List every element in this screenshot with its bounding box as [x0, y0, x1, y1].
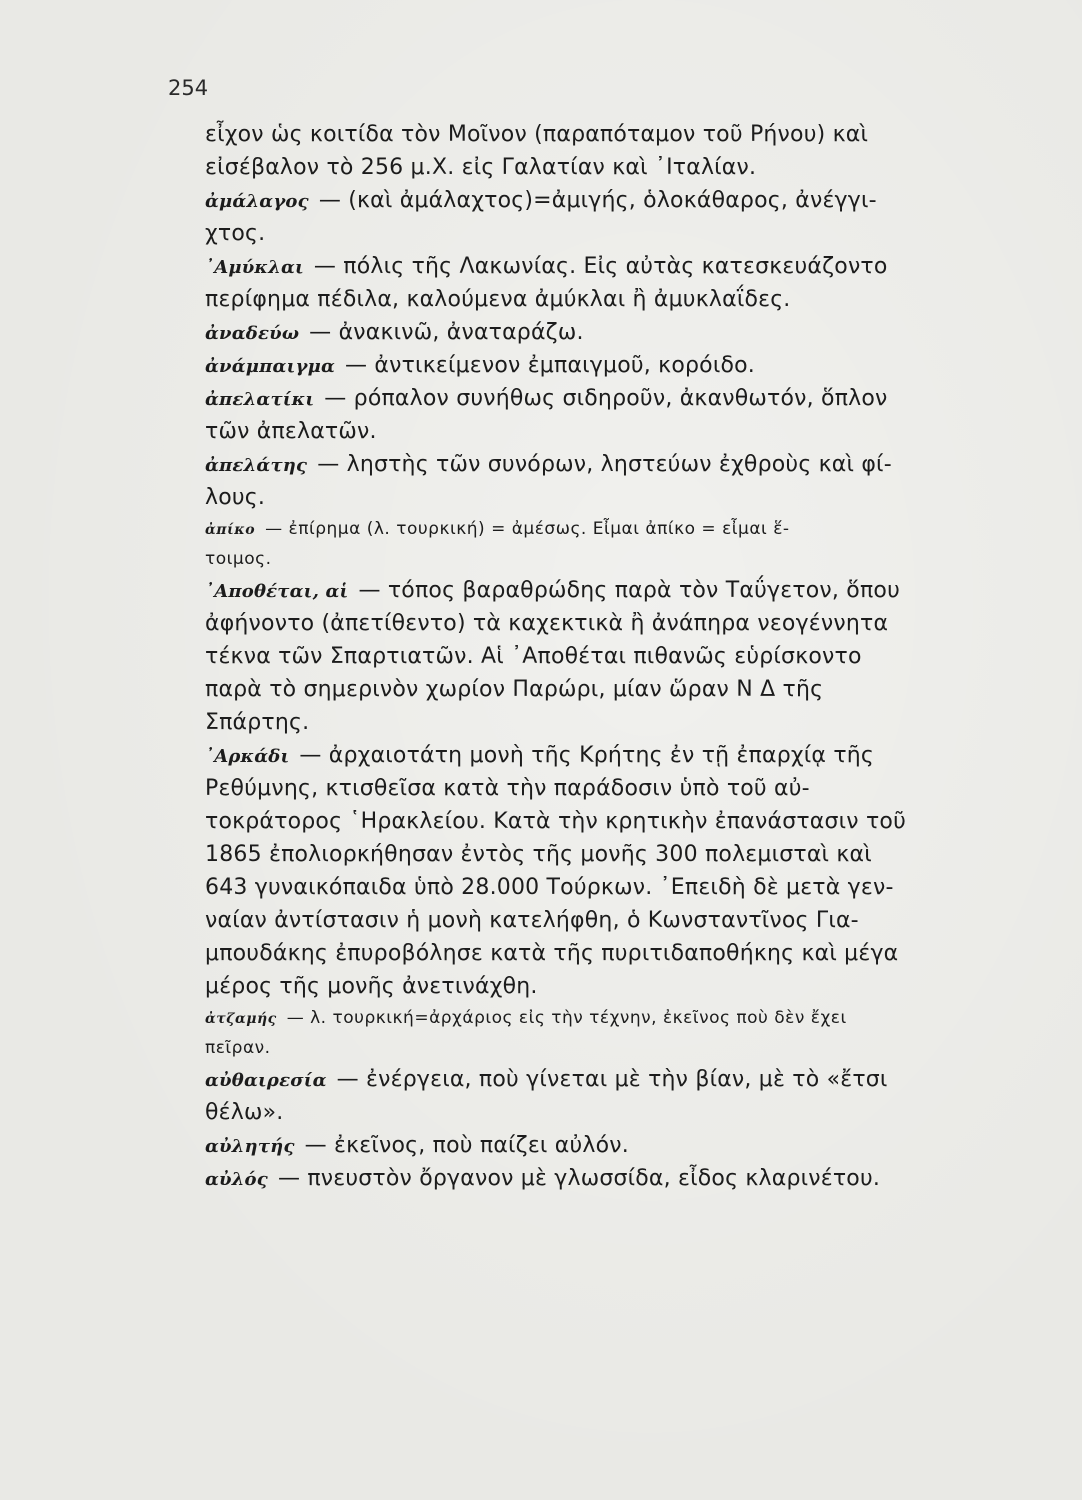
glossary-entry	[205, 1003, 1005, 1063]
entry-line	[205, 739, 1005, 772]
glossary-entry	[205, 739, 1005, 1003]
entry-text: — ἀντικείμενον ἐμπαιγμοῦ, κορόιδο.	[345, 353, 755, 378]
entry-line	[205, 349, 1005, 382]
entry-line	[205, 706, 1005, 739]
glossary-entry	[205, 574, 1005, 739]
entry-text: παρὰ τὸ σημερινὸν χωρίον Παρώρι, μίαν ὥραν Ν Δ τῆς	[205, 677, 824, 702]
entry-line	[205, 283, 1005, 316]
entry-text: — τόπος βαραθρώδης παρὰ τὸν Ταΰγετον, ὅπου	[358, 578, 900, 603]
entry-line	[205, 838, 1005, 871]
entry-text: τέκνα τῶν Σπαρτιατῶν. Αἱ ᾿Αποθέται πιθανῶς εὑρίσκοντο	[205, 644, 862, 669]
entry-text: — ρόπαλον συνήθως σιδηροῦν, ἀκανθωτόν, ὅπλον	[324, 386, 888, 411]
entry-line	[205, 544, 1005, 574]
entry-line	[205, 805, 1005, 838]
entry-text: — ἐπίρημα (λ. τουρκική) = ἀμέσως. Εἶμαι ἀπίκο = εἶμαι ἕ-	[265, 519, 790, 539]
entry-headword: ἀμάλαγος	[205, 191, 309, 212]
entry-headword: ἀτζαμής	[205, 1011, 277, 1027]
entry-line	[205, 382, 1005, 415]
glossary-content	[205, 118, 1005, 1195]
entry-line	[205, 970, 1005, 1003]
glossary-entry	[205, 184, 1005, 250]
entry-line	[205, 448, 1005, 481]
entry-line	[205, 1162, 1005, 1195]
page-number: 254	[168, 76, 209, 100]
entry-text: τῶν ἀπελατῶν.	[205, 419, 377, 444]
entry-line	[205, 937, 1005, 970]
entry-line	[205, 871, 1005, 904]
entry-text: τοκράτορος ῾Ηρακλείου. Κατὰ τὴν κρητικὴν ἐπανάστασιν τοῦ	[205, 809, 906, 834]
entry-line	[205, 1063, 1005, 1096]
entry-line	[205, 151, 1005, 184]
entry-line	[205, 514, 1005, 544]
entry-line	[205, 1129, 1005, 1162]
entry-text: χτος.	[205, 221, 266, 246]
entry-text: — (καὶ ἀμάλαχτος)=ἀμιγής, ὁλοκάθαρος, ἀνέγγι-	[318, 188, 877, 213]
entry-line	[205, 415, 1005, 448]
entry-line	[205, 574, 1005, 607]
entry-headword: ἀπελάτης	[205, 455, 308, 476]
entry-text: λους.	[205, 485, 266, 510]
entry-text: — πόλις τῆς Λακωνίας. Εἰς αὐτὰς κατεσκευάζοντο	[313, 254, 888, 279]
entry-text: — πνευστὸν ὄργανον μὲ γλωσσίδα, εἶδος κλαρινέτου.	[277, 1166, 881, 1191]
entry-headword: ἀπελατίκι	[205, 389, 315, 410]
entry-line	[205, 217, 1005, 250]
entry-text: εἶχον ὡς κοιτίδα τὸν Μοῖνον (παραπόταμον τοῦ Ρήνου) καὶ	[205, 122, 869, 147]
entry-line	[205, 772, 1005, 805]
entry-headword: αὐθαιρεσία	[205, 1070, 327, 1091]
entry-headword: ἀνάμπαιγμα	[205, 356, 336, 377]
entry-text: θέλω».	[205, 1100, 284, 1125]
glossary-entry	[205, 1063, 1005, 1129]
entry-text: — λ. τουρκική=ἀρχάριος εἰς τὴν τέχνην, ἐκεῖνος ποὺ δὲν ἔχει	[286, 1008, 847, 1028]
glossary-entry	[205, 1129, 1005, 1162]
entry-text: — ληστὴς τῶν συνόρων, ληστεύων ἐχθροὺς καὶ φί-	[317, 452, 892, 477]
entry-text: τοιμος.	[205, 549, 272, 569]
glossary-entry	[205, 349, 1005, 382]
entry-text: 643 γυναικόπαιδα ὑπὸ 28.000 Τούρκων. ᾿Επειδὴ δὲ μετὰ γεν-	[205, 875, 894, 900]
entry-headword: ἀναδεύω	[205, 323, 300, 344]
entry-text: — ἀνακινῶ, ἀναταράζω.	[309, 320, 584, 345]
entry-line	[205, 481, 1005, 514]
glossary-entry	[205, 250, 1005, 316]
entry-text: ἀφήνοντο (ἀπετίθεντο) τὰ καχεκτικὰ ἢ ἀνάπηρα νεογέννητα	[205, 611, 889, 636]
entry-text: πεῖραν.	[205, 1038, 271, 1058]
entry-line	[205, 1096, 1005, 1129]
entry-headword: ᾿Αποθέται, αἱ	[205, 581, 349, 602]
glossary-entry	[205, 118, 1005, 184]
entry-line	[205, 118, 1005, 151]
glossary-entry	[205, 316, 1005, 349]
entry-line	[205, 184, 1005, 217]
entry-text: ναίαν ἀντίστασιν ἡ μονὴ κατελήφθη, ὁ Κωνσταντῖνος Για-	[205, 908, 859, 933]
glossary-entry	[205, 1162, 1005, 1195]
entry-headword: αὐλητής	[205, 1136, 295, 1157]
entry-text: Σπάρτης.	[205, 710, 310, 735]
entry-line	[205, 673, 1005, 706]
glossary-entry	[205, 448, 1005, 514]
entry-line	[205, 1003, 1005, 1033]
entry-line	[205, 904, 1005, 937]
entry-line	[205, 1033, 1005, 1063]
entry-headword: αὐλός	[205, 1169, 268, 1190]
entry-line	[205, 640, 1005, 673]
entry-text: περίφημα πέδιλα, καλούμενα ἀμύκλαι ἢ ἀμυκλαΐδες.	[205, 287, 791, 312]
entry-text: Ρεθύμνης, κτισθεῖσα κατὰ τὴν παράδοσιν ὑπὸ τοῦ αὐ-	[205, 776, 810, 801]
entry-text: μπουδάκης ἐπυροβόλησε κατὰ τῆς πυριτιδαποθήκης καὶ μέγα	[205, 941, 899, 966]
entry-line	[205, 250, 1005, 283]
glossary-entry	[205, 514, 1005, 574]
entry-headword: ᾿Αρκάδι	[205, 746, 290, 767]
entry-text: — ἐκεῖνος, ποὺ παίζει αὐλόν.	[304, 1133, 629, 1158]
entry-text: — ἐνέργεια, ποὺ γίνεται μὲ τὴν βίαν, μὲ τὸ «ἔτσι	[336, 1067, 888, 1092]
entry-line	[205, 316, 1005, 349]
entry-line	[205, 607, 1005, 640]
entry-text: μέρος τῆς μονῆς ἀνετινάχθη.	[205, 974, 538, 999]
glossary-entry	[205, 382, 1005, 448]
entry-text: εἰσέβαλον τὸ 256 μ.Χ. εἰς Γαλατίαν καὶ ᾿Ιταλίαν.	[205, 155, 757, 180]
entry-headword: ᾿Αμύκλαι	[205, 257, 304, 278]
entry-text: — ἀρχαιοτάτη μονὴ τῆς Κρήτης ἐν τῇ ἐπαρχίᾳ τῆς	[299, 743, 875, 768]
entry-text: 1865 ἐπολιορκήθησαν ἐντὸς τῆς μονῆς 300 πολεμισταὶ καὶ	[205, 842, 872, 867]
entry-headword: ἀπίκο	[205, 522, 256, 538]
